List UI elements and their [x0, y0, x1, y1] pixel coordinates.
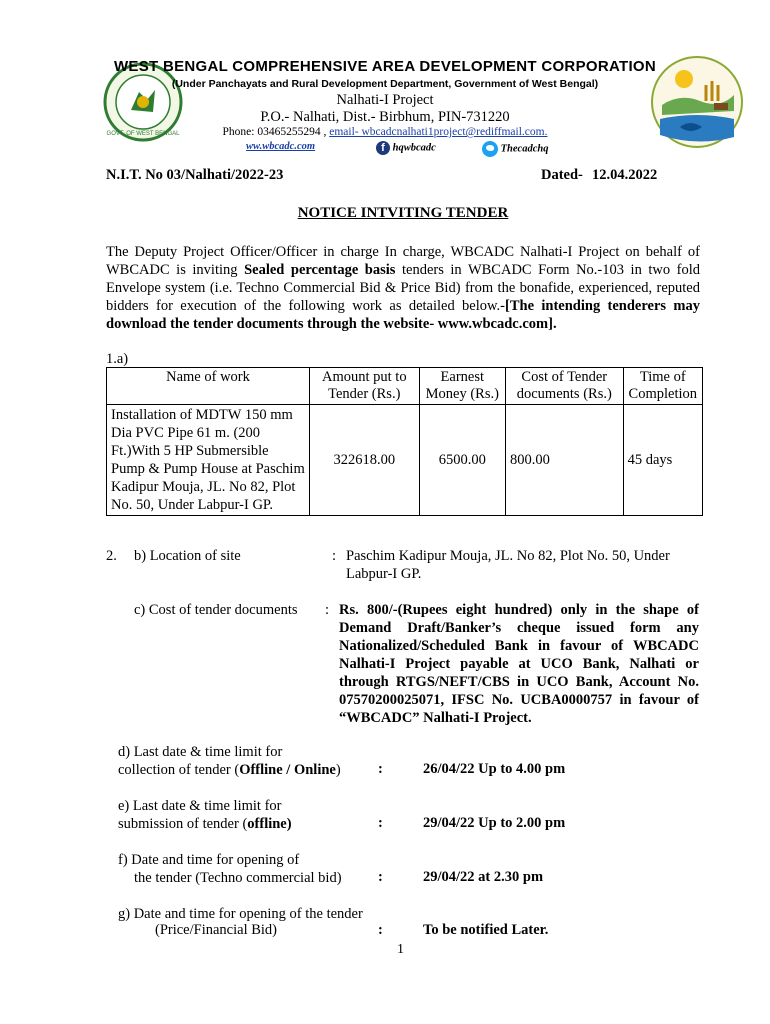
dated-label: Dated-	[541, 167, 583, 183]
submission-label-1: e) Last date & time limit for	[118, 798, 282, 814]
svg-text:GOVT. OF WEST BENGAL: GOVT. OF WEST BENGAL	[106, 131, 180, 137]
intro-paragraph: The Deputy Project Officer/Officer in charge In charge, WBCADC Nalhati-I Project on behalf of WBCADC is inviting Sealed percentage basis tenders in WBCADC Form No.-103 in two fold Envelope system (i.e. Techno Commercial Bid & Price Bid) from the bonafide, experienced, reputed bidders for execution of the following work as detailed below.-[The intending tenderers may download the tender documents through the website- www.wbcadc.com].	[106, 244, 701, 332]
collection-deadline: 26/04/22 Up to 4.00 pm	[423, 761, 566, 777]
section-1a: 1.a)	[106, 351, 129, 367]
notice-date: 12.04.2022	[592, 167, 658, 183]
techno-opening-label-2: the tender (Techno commercial bid)	[134, 870, 342, 886]
time-cell: 45 days	[623, 405, 702, 516]
location-value: Paschim Kadipur Mouja, JL. No 82, Plot No. 50, Under Labpur-I GP.	[346, 548, 670, 582]
work-name-cell: Installation of MDTW 150 mm Dia PVC Pipe 61 m. (200 Ft.)With 5 HP Submersible Pump & Pump House at Paschim Kadipur Mouja, JL. No 82, Plot No. 50, Under Labpur-I GP.	[107, 405, 310, 516]
submission-label-2: submission of tender (offline)	[118, 816, 292, 832]
work-table	[106, 367, 703, 516]
price-opening-label-1: g) Date and time for opening of the tender	[118, 906, 363, 922]
page-number: 1	[397, 942, 404, 957]
project-name: Nalhati-I Project	[336, 92, 434, 108]
cost-docs-value: Rs. 800/-(Rupees eight hundred) only in the shape of Demand Draft/Banker’s cheque issued form any Nationalized/Scheduled Bank in favour of WBCADC Nalhati-I Project payable at UCO Bank, Nalhati or through RTGS/NEFT/CBS in UCO Bank, Account No. 07570200025071, IFSC No. UCBA0000757 in favour of “WBCADC” Nalhati-I Project.	[339, 602, 699, 726]
col-earnest-header: Earnest Money (Rs.)	[419, 368, 505, 405]
col-cost-header: Cost of Tender documents (Rs.)	[505, 368, 623, 405]
table-header-row	[107, 368, 703, 405]
techno-opening-label-1: f) Date and time for opening of	[118, 852, 300, 868]
cost-docs-colon: :	[325, 602, 330, 618]
collection-label-2: collection of tender (Offline / Online)	[118, 762, 341, 778]
techno-opening-date: 29/04/22 at 2.30 pm	[423, 869, 544, 885]
email-link[interactable]: email- wbcadcnalhati1project@rediffmail.com.	[329, 126, 548, 138]
price-opening-label-2: (Price/Financial Bid)	[155, 922, 278, 938]
org-subtitle: (Under Panchayats and Rural Development Department, Government of West Bengal)	[171, 78, 599, 90]
facebook-handle[interactable]: f hqwbcadc	[376, 141, 436, 155]
submission-colon: :	[378, 815, 383, 831]
collection-label-1: d) Last date & time limit for	[118, 744, 283, 760]
item-2-number: 2.	[106, 548, 117, 564]
table-row	[107, 405, 703, 516]
location-colon: :	[332, 548, 337, 564]
amount-cell: 322618.00	[310, 405, 420, 516]
location-label: b) Location of site	[134, 548, 241, 564]
collection-colon: :	[378, 761, 383, 777]
nit-number: N.I.T. No 03/Nalhati/2022-23	[106, 167, 284, 183]
address: P.O.- Nalhati, Dist.- Birbhum, PIN-731220	[260, 109, 510, 125]
twitter-icon	[482, 141, 498, 157]
cost-cell: 800.00	[505, 405, 623, 516]
twitter-handle[interactable]: Thecadchq	[482, 141, 548, 157]
price-opening-date: To be notified Later.	[423, 922, 549, 938]
cost-docs-label: c) Cost of tender documents	[134, 602, 298, 618]
col-name-header: Name of work	[107, 368, 310, 405]
contact-line	[0, 126, 770, 138]
org-name: WEST BENGAL COMPREHENSIVE AREA DEVELOPMENT CORPORATION	[113, 58, 657, 75]
facebook-icon: f	[376, 141, 390, 155]
price-opening-colon: :	[378, 922, 383, 938]
website-link[interactable]: ww.wbcadc.com	[246, 141, 316, 152]
phone: Phone: 03465255294 ,	[222, 126, 327, 138]
earnest-cell: 6500.00	[419, 405, 505, 516]
techno-opening-colon: :	[378, 869, 383, 885]
col-time-header: Time of Completion	[623, 368, 702, 405]
page-title: NOTICE INTVITING TENDER	[297, 205, 509, 221]
col-amount-header: Amount put to Tender (Rs.)	[310, 368, 420, 405]
submission-deadline: 29/04/22 Up to 2.00 pm	[423, 815, 566, 831]
